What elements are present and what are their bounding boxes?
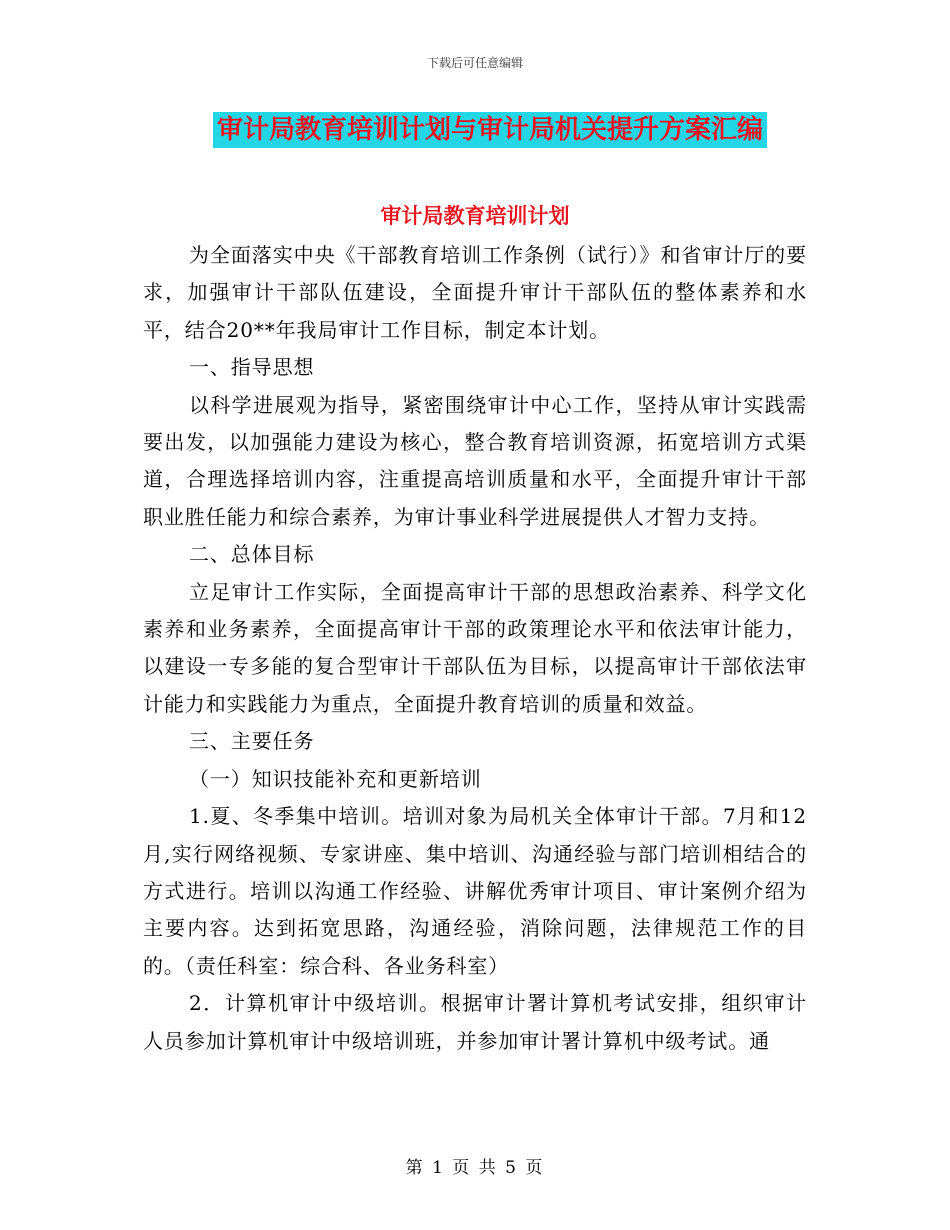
task-1-paragraph: 1.夏、冬季集中培训。培训对象为局机关全体审计干部。7月和12月,实行网络视频、专家讲座、集中培训、沟通经验与部门培训相结合的方式进行。培训以沟通工作经验、讲解优秀审计项目、审计案例介绍为主要内容。达到拓宽思路，沟通经验，消除问题，法律规范工作的目的。（责任科室：综合科、各业务科室）: [143, 804, 807, 978]
document-title-container: [0, 112, 950, 148]
page-footer-number: 第 1 页 共 5 页: [405, 1158, 545, 1178]
page-header-note: 下载后可任意编辑: [426, 56, 523, 70]
subheading-knowledge-training: （一）知识技能补充和更新培训: [189, 766, 482, 791]
document-body: [143, 219, 807, 1060]
guiding-ideology-paragraph: 以科学进展观为指导，紧密围绕审计中心工作，坚持从审计实践需要出发，以加强能力建设为核心，整合教育培训资源，拓宽培训方式渠道，合理选择培训内容，注重提高培训质量和水平，全面提升审计干部职业胜任能力和综合素养，为审计事业科学进展提供人才智力支持。: [143, 392, 807, 529]
heading-guiding-ideology: 一、指导思想: [189, 355, 315, 380]
overall-goal-paragraph: 立足审计工作实际，全面提高审计干部的思想政治素养、科学文化素养和业务素养，全面提高审计干部的政策理论水平和依法审计能力，以建设一专多能的复合型审计干部队伍为目标，以提高审计干部依法审计能力和实践能力为重点，全面提升教育培训的质量和效益。: [143, 579, 807, 716]
heading-main-tasks: 三、主要任务: [189, 729, 315, 754]
section-title: 审计局教育培训计划: [380, 204, 570, 228]
intro-paragraph: 为全面落实中央《干部教育培训工作条例（试行）》和省审计厅的要求，加强审计干部队伍建设，全面提升审计干部队伍的整体素养和水平，结合20**年我局审计工作目标，制定本计划。: [143, 243, 807, 342]
heading-overall-goal: 二、总体目标: [189, 542, 315, 567]
document-title: 审计局教育培训计划与审计局机关提升方案汇编: [213, 112, 767, 148]
task-2-paragraph: 2．计算机审计中级培训。根据审计署计算机考试安排，组织审计人员参加计算机审计中级培训班，并参加审计署计算机中级考试。通: [143, 991, 807, 1053]
